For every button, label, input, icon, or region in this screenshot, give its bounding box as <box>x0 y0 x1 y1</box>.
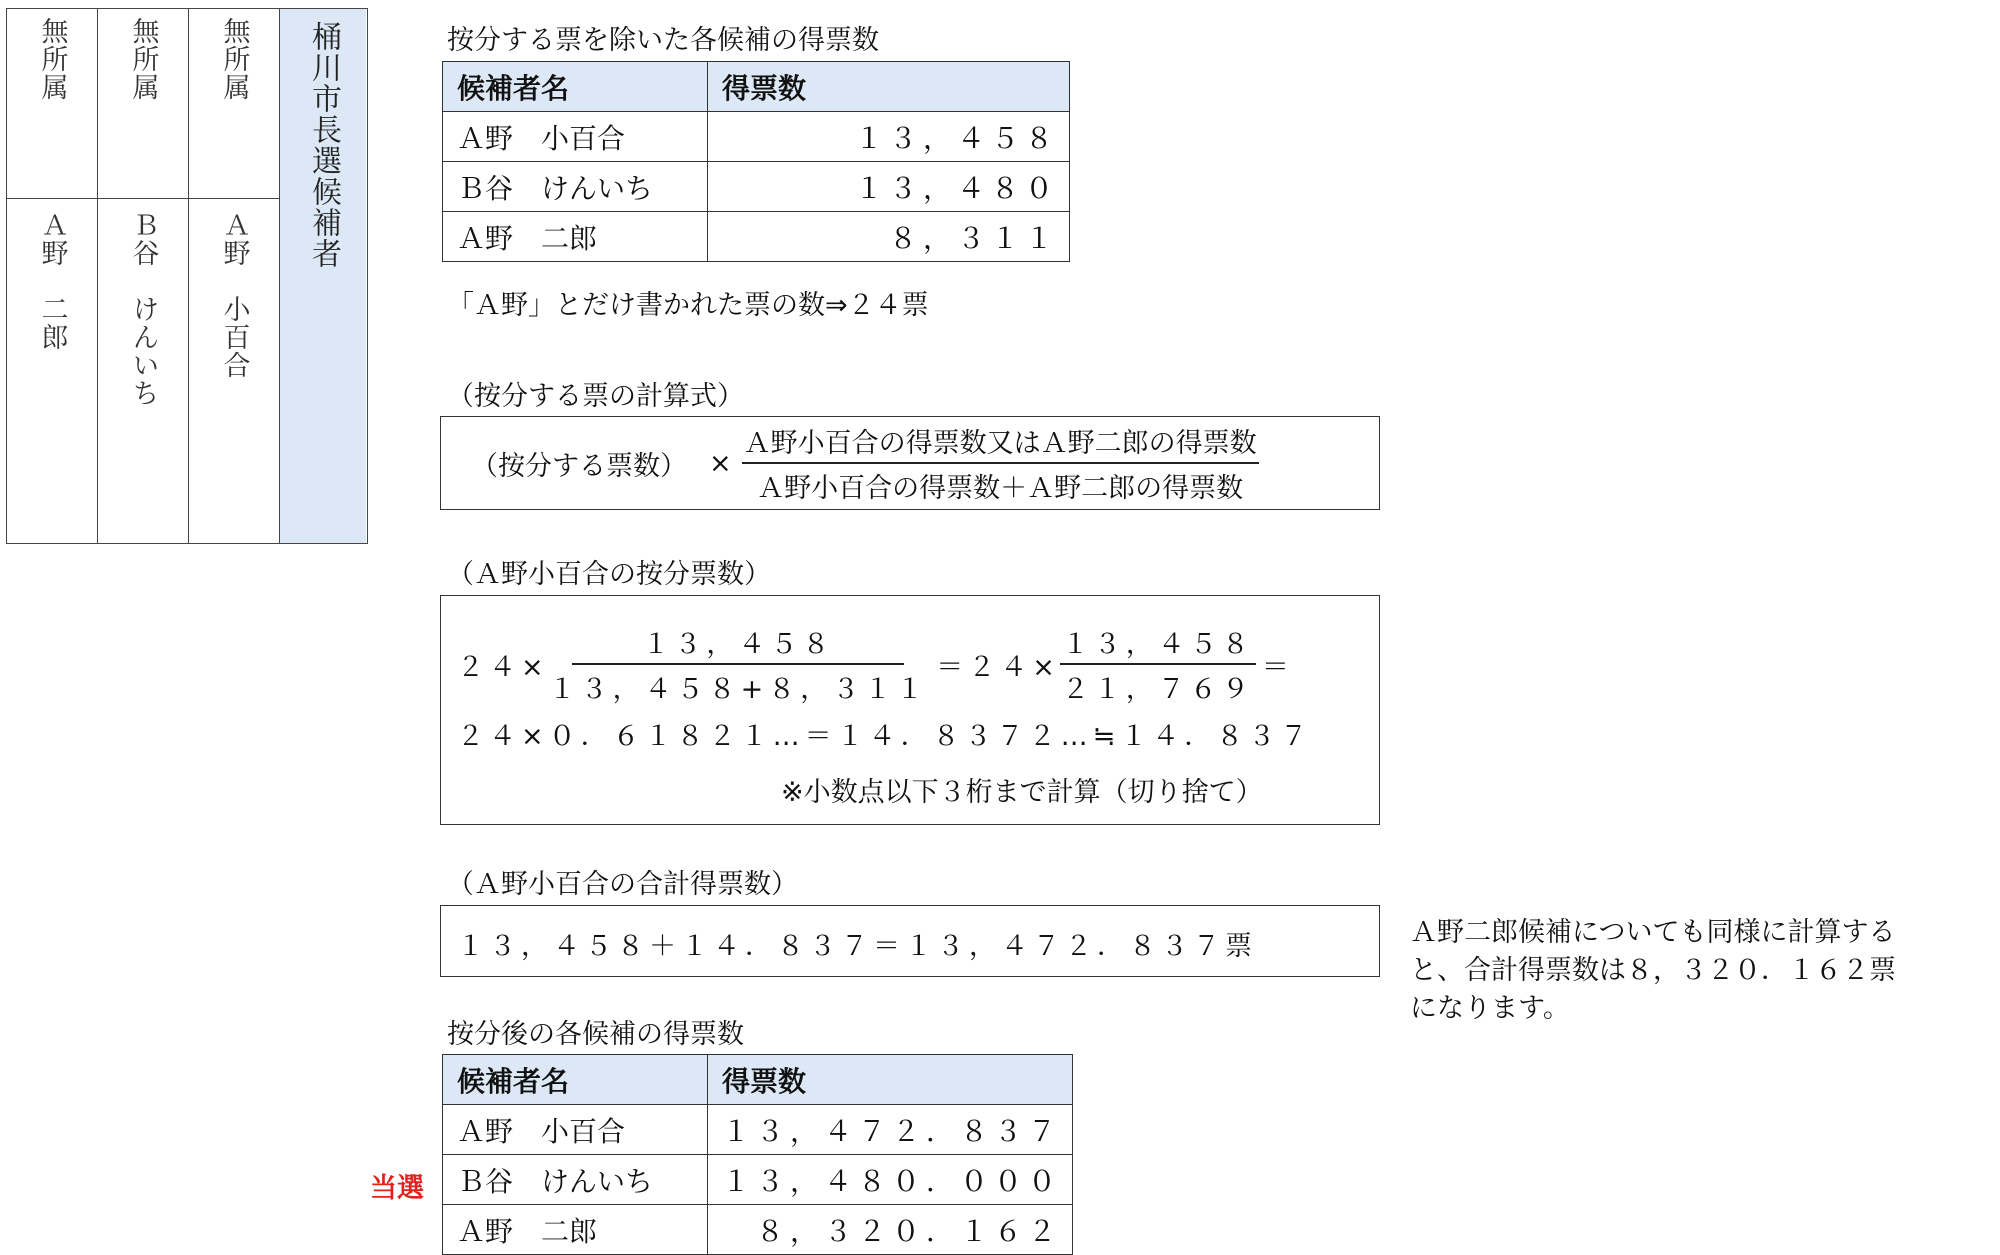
col-header-name: 候補者名 <box>443 1055 708 1105</box>
formula-expression <box>471 417 1259 509</box>
calc-fraction-1 <box>549 622 929 706</box>
ballot-column-1 <box>7 9 98 543</box>
party-cell <box>98 9 188 199</box>
ballot-column-3 <box>189 9 280 543</box>
ambiguous-vote-note: 「Ａ野」とだけ書かれた票の数⇒２４票 <box>447 290 929 321</box>
candidate-name: Ａ野 小百合 <box>218 211 250 379</box>
side-note-line-3: になります。 <box>1410 993 1570 1024</box>
candidate-cell <box>7 199 97 543</box>
calc-frac2-numerator: １３，４５８ <box>1060 622 1256 665</box>
formula-numerator: Ａ野小百合の得票数又はＡ野二郎の得票数 <box>742 421 1259 464</box>
table1-heading: 按分する票を除いた各候補の得票数 <box>447 25 879 56</box>
votes-table-before <box>442 61 1070 262</box>
table-row <box>443 212 1070 262</box>
vote-count: １３，４８０ <box>708 162 1070 212</box>
candidate-name: Ｂ谷 けんいち <box>443 1155 708 1205</box>
candidate-name: Ｂ谷 けんいち <box>443 162 708 212</box>
winner-label: 当選 <box>370 1173 424 1204</box>
party-label: 無所属 <box>218 17 250 101</box>
candidate-cell <box>189 199 279 543</box>
vote-count: １３，４７２．８３７ <box>708 1105 1073 1155</box>
calc-frac2-denominator: ２１，７６９ <box>1061 674 1254 705</box>
calc-line1-a: ２４× <box>457 651 549 683</box>
vote-count: １３，４８０．０００ <box>708 1155 1073 1205</box>
candidate-name: Ａ野 小百合 <box>443 1105 708 1155</box>
formula-denominator: Ａ野小百合の得票数＋Ａ野二郎の得票数 <box>757 473 1244 504</box>
table-row <box>443 1205 1073 1255</box>
side-note <box>1410 914 1896 1028</box>
col-header-votes: 得票数 <box>708 62 1070 112</box>
vote-count: １３，４５８ <box>708 112 1070 162</box>
side-note-line-2: と、合計得票数は８，３２０．１６２票 <box>1410 955 1896 986</box>
candidate-name: Ａ野 二郎 <box>36 211 68 351</box>
col-header-votes: 得票数 <box>708 1055 1073 1105</box>
table-header-row <box>443 62 1070 112</box>
votes-table-after <box>442 1054 1073 1255</box>
calc-heading: （Ａ野小百合の按分票数） <box>447 559 771 590</box>
calc-frac1-numerator: １３，４５８ <box>572 622 904 665</box>
candidate-name: Ａ野 二郎 <box>443 1205 708 1255</box>
formula-fraction <box>742 421 1259 505</box>
formula-times: × <box>709 447 732 479</box>
table2-heading: 按分後の各候補の得票数 <box>447 1019 744 1050</box>
calc-note: ※小数点以下３桁まで計算（切り捨て） <box>781 777 1263 808</box>
total-expression: １３，４５８＋１４．８３７＝１３，４７２．８３７票 <box>457 931 1257 962</box>
col-header-name: 候補者名 <box>443 62 708 112</box>
total-box <box>440 905 1380 977</box>
candidate-cell <box>98 199 188 543</box>
calc-line1-b: ＝２４× <box>936 651 1060 683</box>
ballot-title: 桶川市長選候補者 <box>306 21 341 269</box>
table-row <box>443 1155 1073 1205</box>
formula-heading: （按分する票の計算式） <box>447 381 744 412</box>
calc-frac1-denominator: １３，４５８+８，３１１ <box>548 674 929 705</box>
party-cell <box>189 9 279 199</box>
ballot-title-column <box>280 9 366 543</box>
table-row <box>443 1105 1073 1155</box>
table-row <box>443 162 1070 212</box>
ballot-column-2 <box>98 9 189 543</box>
party-label: 無所属 <box>36 17 68 101</box>
table-row <box>443 112 1070 162</box>
total-heading: （Ａ野小百合の合計得票数） <box>447 869 798 900</box>
calc-line1-c: ＝ <box>1261 651 1289 683</box>
table-header-row <box>443 1055 1073 1105</box>
party-label: 無所属 <box>127 17 159 101</box>
calc-line-1 <box>457 622 1289 706</box>
vote-count: ８，３２０．１６２ <box>708 1205 1073 1255</box>
formula-box <box>440 416 1380 510</box>
calc-line-2: ２４×０．６１８２１…＝１４．８３７２…≒１４．８３７ <box>457 721 1313 752</box>
calc-box <box>440 595 1380 825</box>
calc-fraction-2 <box>1060 622 1256 706</box>
side-note-line-1: Ａ野二郎候補についても同様に計算する <box>1410 917 1896 948</box>
ballot-table <box>6 8 368 544</box>
candidate-name: Ａ野 小百合 <box>443 112 708 162</box>
party-cell <box>7 9 97 199</box>
candidate-name: Ａ野 二郎 <box>443 212 708 262</box>
candidate-name: Ｂ谷 けんいち <box>127 211 159 407</box>
vote-count: ８，３１１ <box>708 212 1070 262</box>
formula-lhs: （按分する票数） <box>471 450 687 482</box>
